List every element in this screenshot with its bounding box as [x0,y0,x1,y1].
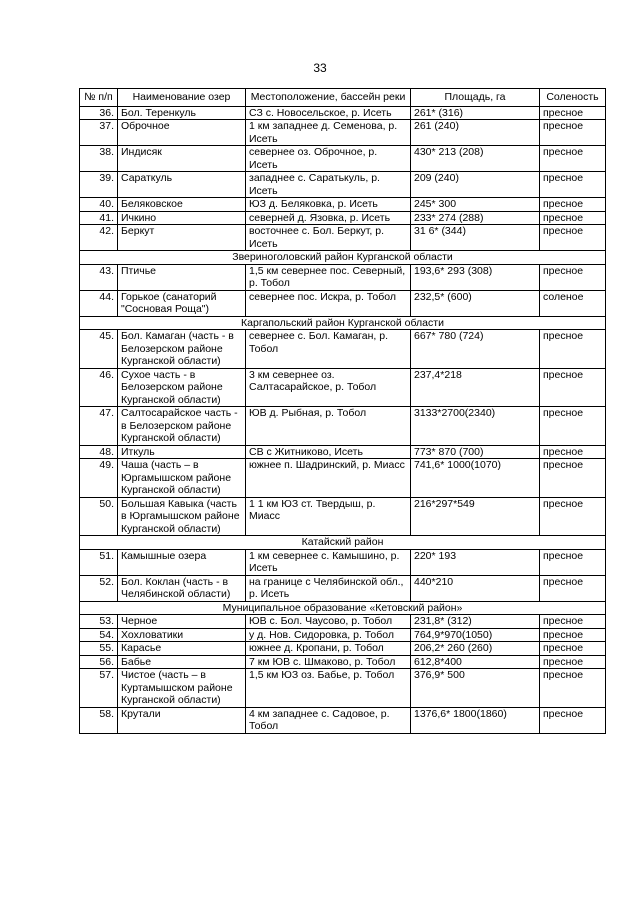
cell-number: 40. [80,198,118,212]
cell-number: 48. [80,445,118,459]
cell-lake-name: Камышные озера [118,549,246,575]
cell-location: ЮЗ д. Беляковка, р. Исеть [246,198,411,212]
cell-lake-name: Беляковское [118,198,246,212]
cell-area: 220* 193 [411,549,540,575]
cell-lake-name: Сухое часть - в Белозерском районе Курганской области) [118,368,246,407]
cell-area: 741,6* 1000(1070) [411,459,540,498]
cell-location: ЮВ д. Рыбная, р. Тобол [246,407,411,446]
cell-number: 37. [80,120,118,146]
cell-number: 38. [80,146,118,172]
cell-area: 261* (316) [411,106,540,120]
cell-salinity: пресное [540,106,606,120]
cell-salinity: пресное [540,655,606,669]
table-row [80,628,606,642]
cell-salinity: пресное [540,615,606,629]
cell-location: 4 км западнее с. Садовое, р. Тобол [246,707,411,733]
cell-location: у д. Нов. Сидоровка, р. Тобол [246,628,411,642]
table-row [80,459,606,498]
cell-salinity: пресное [540,459,606,498]
table-header-row [80,89,606,107]
cell-lake-name: Иткуль [118,445,246,459]
cell-number: 45. [80,330,118,369]
cell-area: 232,5* (600) [411,290,540,316]
cell-location: южнее д. Кропани, р. Тобол [246,642,411,656]
cell-number: 41. [80,211,118,225]
section-title: Муниципальное образование «Кетовский район» [80,601,606,615]
header-name: Наименование озер [118,89,246,107]
cell-location: СЗ с. Новосельское, р. Исеть [246,106,411,120]
cell-lake-name: Ичкино [118,211,246,225]
cell-area: 440*210 [411,575,540,601]
cell-salinity: пресное [540,669,606,708]
table-row [80,575,606,601]
cell-salinity: пресное [540,575,606,601]
cell-number: 55. [80,642,118,656]
cell-area: 764,9*970(1050) [411,628,540,642]
cell-lake-name: Черное [118,615,246,629]
cell-location: западнее с. Саратькуль, р. Исеть [246,172,411,198]
cell-location: 3 км севернее оз. Салтасарайское, р. Тобол [246,368,411,407]
cell-salinity: пресное [540,146,606,172]
cell-salinity: пресное [540,407,606,446]
cell-location: 1,5 км севернее пос. Северный, р. Тобол [246,264,411,290]
header-location: Местоположение, бассейн реки [246,89,411,107]
table-row [80,368,606,407]
cell-number: 58. [80,707,118,733]
cell-number: 53. [80,615,118,629]
table-row [80,290,606,316]
cell-salinity: пресное [540,225,606,251]
cell-lake-name: Чистое (часть – в Куртамышском районе Курганской области) [118,669,246,708]
cell-salinity: пресное [540,330,606,369]
cell-number: 49. [80,459,118,498]
cell-area: 612,8*400 [411,655,540,669]
cell-lake-name: Бол. Коклан (часть - в Челябинской области) [118,575,246,601]
table-row [80,642,606,656]
cell-location: севернее с. Бол. Камаган, р. Тобол [246,330,411,369]
cell-location: севернее пос. Искра, р. Тобол [246,290,411,316]
table-row [80,497,606,536]
table-row [80,198,606,212]
cell-lake-name: Бабье [118,655,246,669]
table-body [80,106,606,733]
cell-salinity: соленое [540,290,606,316]
section-row [80,601,606,615]
cell-salinity: пресное [540,264,606,290]
section-title: Каргапольский район Курганской области [80,316,606,330]
table-row [80,549,606,575]
table-row [80,211,606,225]
cell-lake-name: Сараткуль [118,172,246,198]
cell-area: 261 (240) [411,120,540,146]
cell-number: 52. [80,575,118,601]
cell-lake-name: Оброчное [118,120,246,146]
table-row [80,407,606,446]
table-row [80,225,606,251]
cell-lake-name: Птичье [118,264,246,290]
cell-number: 57. [80,669,118,708]
header-number: № п/п [80,89,118,107]
section-row [80,536,606,550]
cell-area: 209 (240) [411,172,540,198]
page-number: 33 [313,61,327,75]
table-row [80,445,606,459]
cell-area: 1376,6* 1800(1860) [411,707,540,733]
cell-salinity: пресное [540,497,606,536]
cell-location: севернее оз. Оброчное, р. Исеть [246,146,411,172]
cell-location: 1 км западнее д. Семенова, р. Исеть [246,120,411,146]
cell-area: 233* 274 (288) [411,211,540,225]
cell-area: 3133*2700(2340) [411,407,540,446]
cell-salinity: пресное [540,628,606,642]
cell-number: 54. [80,628,118,642]
cell-location: 1 км севернее с. Камышино, р. Исеть [246,549,411,575]
cell-location: северней д. Язовка, р. Исеть [246,211,411,225]
lakes-table [79,88,606,734]
table-row [80,669,606,708]
cell-salinity: пресное [540,445,606,459]
cell-area: 245* 300 [411,198,540,212]
cell-lake-name: Индисяк [118,146,246,172]
section-title: Звериноголовский район Курганской области [80,251,606,265]
cell-area: 667* 780 (724) [411,330,540,369]
cell-lake-name: Хохловатики [118,628,246,642]
cell-lake-name: Чаша (часть – в Юргамышском районе Курганской области) [118,459,246,498]
cell-salinity: пресное [540,198,606,212]
table-row [80,615,606,629]
cell-location: восточнее с. Бол. Беркут, р. Исеть [246,225,411,251]
cell-location: 7 км ЮВ с. Шмаково, р. Тобол [246,655,411,669]
section-row [80,316,606,330]
cell-number: 42. [80,225,118,251]
cell-area: 206,2* 260 (260) [411,642,540,656]
cell-location: 1,5 км ЮЗ оз. Бабье, р. Тобол [246,669,411,708]
table-row [80,172,606,198]
header-salinity: Соленость [540,89,606,107]
cell-lake-name: Салтосарайское часть - в Белозерском районе Курганской области) [118,407,246,446]
table-row [80,330,606,369]
cell-location: 1 1 км ЮЗ ст. Твердыш, р. Миасс [246,497,411,536]
cell-lake-name: Карасье [118,642,246,656]
cell-lake-name: Бол. Теренкуль [118,106,246,120]
cell-number: 44. [80,290,118,316]
table-row [80,120,606,146]
table-row [80,655,606,669]
table-row [80,106,606,120]
cell-location: ЮВ с. Бол. Чаусово, р. Тобол [246,615,411,629]
cell-location: СВ с Житниково, Исеть [246,445,411,459]
cell-salinity: пресное [540,549,606,575]
cell-lake-name: Беркут [118,225,246,251]
cell-salinity: пресное [540,172,606,198]
cell-number: 46. [80,368,118,407]
cell-area: 237,4*218 [411,368,540,407]
cell-lake-name: Горькое (санаторий "Сосновая Роща") [118,290,246,316]
cell-area: 216*297*549 [411,497,540,536]
cell-number: 43. [80,264,118,290]
cell-lake-name: Бол. Камаган (часть - в Белозерском районе Курганской области) [118,330,246,369]
cell-salinity: пресное [540,642,606,656]
cell-area: 430* 213 (208) [411,146,540,172]
section-title: Катайский район [80,536,606,550]
cell-number: 47. [80,407,118,446]
cell-area: 231,8* (312) [411,615,540,629]
cell-lake-name: Большая Кавыка (часть в Юргамышском районе Курганской области) [118,497,246,536]
cell-location: южнее п. Шадринский, р. Миасс [246,459,411,498]
cell-salinity: пресное [540,707,606,733]
cell-area: 773* 870 (700) [411,445,540,459]
cell-salinity: пресное [540,120,606,146]
header-area: Площадь, га [411,89,540,107]
cell-number: 51. [80,549,118,575]
table-row [80,707,606,733]
cell-area: 193,6* 293 (308) [411,264,540,290]
cell-location: на границе с Челябинской обл., р. Исеть [246,575,411,601]
cell-salinity: пресное [540,368,606,407]
cell-lake-name: Крутали [118,707,246,733]
cell-number: 39. [80,172,118,198]
section-row [80,251,606,265]
cell-number: 50. [80,497,118,536]
cell-number: 56. [80,655,118,669]
cell-salinity: пресное [540,211,606,225]
cell-area: 376,9* 500 [411,669,540,708]
table-row [80,264,606,290]
table-row [80,146,606,172]
cell-number: 36. [80,106,118,120]
cell-area: 31 6* (344) [411,225,540,251]
